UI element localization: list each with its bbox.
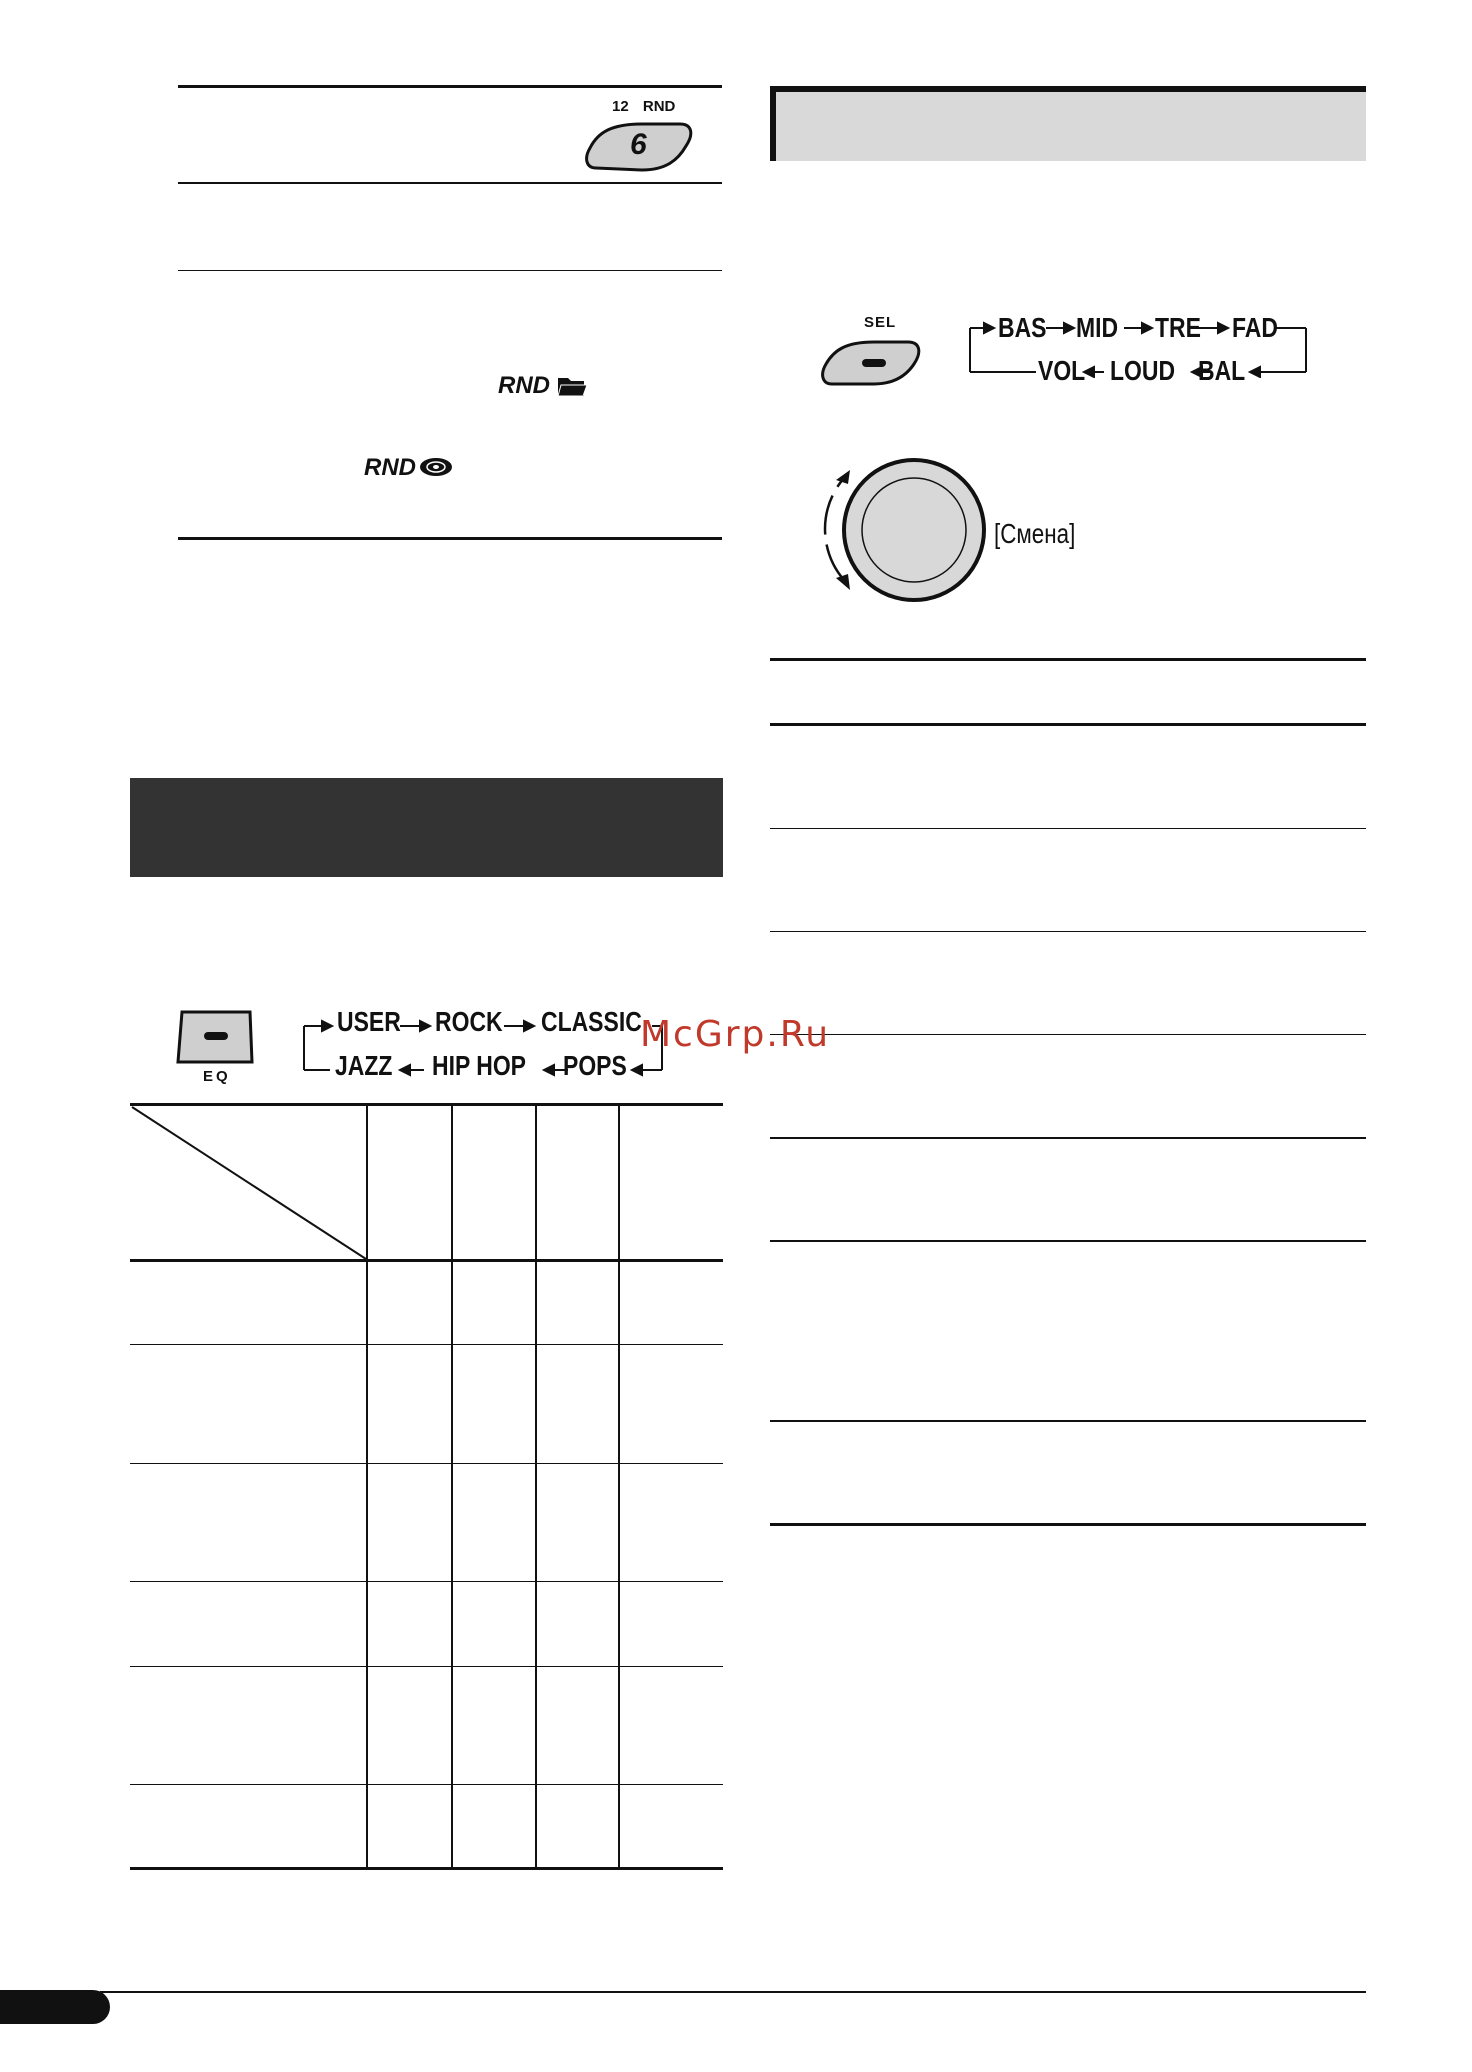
folder-icon: [556, 374, 588, 398]
footer-rule: [100, 1991, 1366, 1993]
section-header-sound: [770, 86, 1366, 161]
rule: [178, 537, 722, 540]
sel-flow-item: BAS: [998, 312, 1047, 343]
disc-icon: [418, 456, 454, 478]
table-diagonal: [130, 1105, 370, 1261]
eq-button[interactable]: [174, 1008, 256, 1066]
eq-flow-item: ROCK: [435, 1006, 503, 1037]
sel-flow-item: LOUD: [1110, 355, 1176, 386]
sel-button[interactable]: [818, 338, 922, 390]
eq-flow-item: CLASSIC: [541, 1006, 642, 1037]
label-text: RND: [642, 98, 676, 115]
rule: [770, 828, 1366, 829]
table-rule: [130, 1867, 723, 1870]
eq-flow-item: HIP HOP: [432, 1050, 526, 1081]
table-col-rule: [618, 1105, 620, 1869]
dial-caption: [Смена]: [994, 518, 1076, 549]
eq-flow-item: JAZZ: [335, 1050, 393, 1081]
rule: [770, 658, 1366, 661]
sel-flow-item: VOL: [1038, 355, 1086, 386]
sel-flow-item: BAL: [1198, 355, 1246, 386]
table-col-rule: [366, 1105, 368, 1869]
rule: [178, 270, 722, 271]
rnd-folder-label: RND: [498, 372, 550, 399]
sel-button-label: SEL: [864, 314, 897, 331]
table-rule: [130, 1463, 723, 1464]
rule: [178, 182, 722, 184]
eq-flow-item: USER: [337, 1006, 401, 1037]
rule: [178, 85, 722, 88]
table-rule: [130, 1344, 723, 1345]
rnd-label-top: [612, 98, 675, 115]
page-tab: [0, 1990, 110, 2024]
rule: [770, 1137, 1366, 1139]
table-col-rule: [535, 1105, 537, 1869]
sel-flow-item: TRE: [1155, 312, 1201, 343]
label-num: 12: [612, 98, 629, 115]
rule: [770, 723, 1366, 726]
rule: [770, 1420, 1366, 1422]
table-rule: [130, 1784, 723, 1785]
sel-flow-item: MID: [1076, 312, 1119, 343]
rule: [770, 1240, 1366, 1242]
button-6-face: 6: [630, 128, 647, 161]
table-rule: [130, 1581, 723, 1582]
table-col-rule: [451, 1105, 453, 1869]
table-rule: [130, 1666, 723, 1667]
eq-flow-item: POPS: [563, 1050, 627, 1081]
rule: [770, 1034, 1366, 1035]
rule: [770, 931, 1366, 932]
rnd-disc-label: RND: [364, 454, 416, 481]
rule: [770, 1523, 1366, 1526]
table-rule: [130, 1259, 723, 1262]
control-dial[interactable]: [810, 450, 990, 610]
sel-flow-item: FAD: [1232, 312, 1278, 343]
watermark: McGrp.Ru: [640, 1014, 831, 1055]
section-header-eq: [130, 778, 723, 877]
eq-button-label: EQ: [203, 1068, 231, 1085]
